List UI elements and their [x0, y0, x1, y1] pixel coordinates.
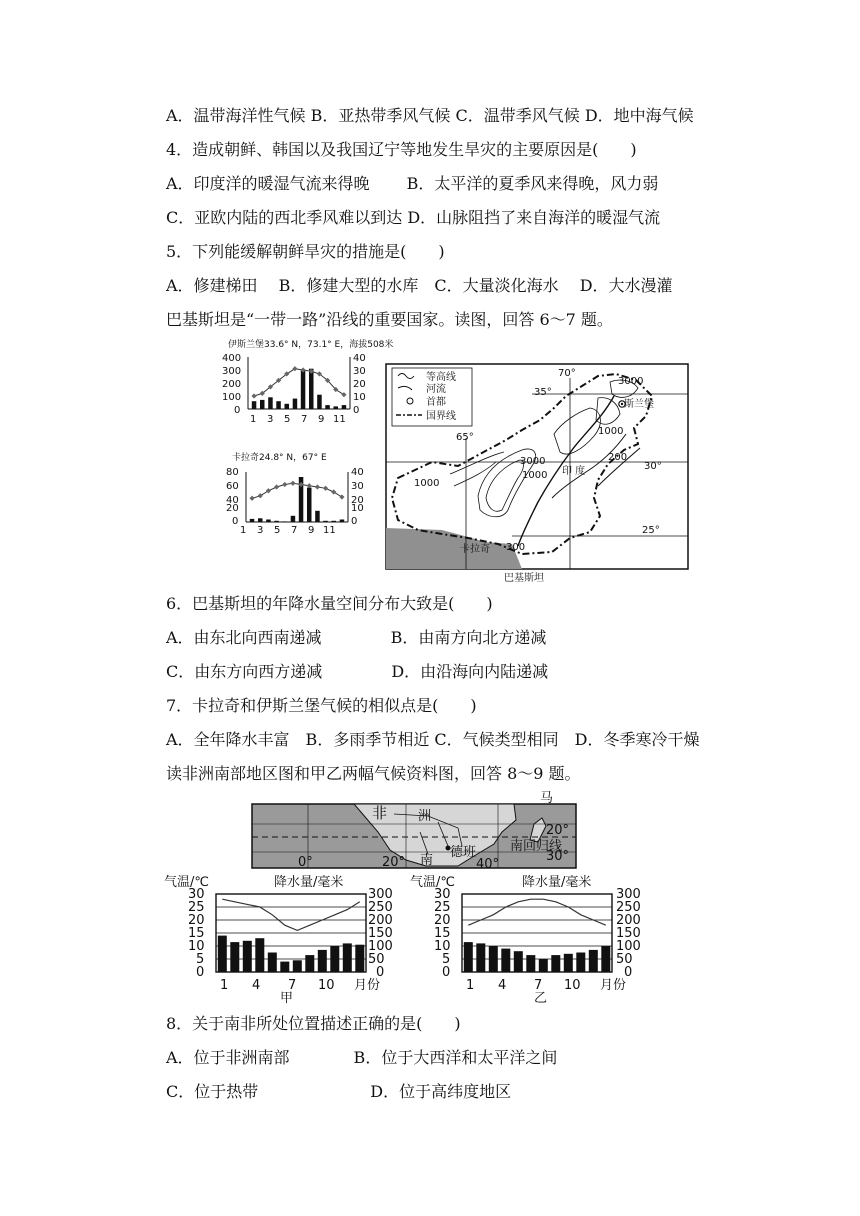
chart-b-month-tick: 月份	[600, 978, 627, 993]
q8-stem: 8．关于南非所处位置描述正确的是( )	[166, 1014, 461, 1033]
temp-point	[315, 484, 320, 489]
precip-bar	[342, 405, 347, 409]
precip-bar	[501, 949, 510, 972]
label-200: 200	[608, 452, 628, 463]
label-india: 印 度	[562, 466, 586, 477]
label-lon20: 20°	[382, 855, 406, 870]
isb-left-tick: 100	[222, 392, 242, 403]
label-70: 70°	[558, 368, 576, 379]
kar-left-tick: 20	[226, 503, 239, 514]
precip-bar	[305, 955, 314, 972]
isb-month-tick: 7	[301, 414, 308, 425]
label-1000-b: 1000	[522, 470, 548, 481]
precip-bar	[255, 938, 264, 972]
chart-b-temp-tick: 30	[434, 887, 451, 902]
isb-right-tick: 40	[353, 353, 366, 364]
chart-b-precip-label: 降水量/毫米	[522, 875, 592, 890]
temp-line	[254, 369, 344, 396]
temp-line	[222, 899, 359, 930]
chart-a-precip-label: 降水量/毫米	[274, 875, 344, 890]
kar-title: 卡拉奇24.8° N，67° E	[232, 453, 327, 463]
chart-b-precip-tick: 200	[616, 913, 641, 928]
q8-options-cd: C．位于热带 D．位于高纬度地区	[166, 1082, 512, 1101]
chart-a-temp-tick: 5	[196, 952, 205, 967]
precip-bar	[343, 943, 352, 972]
chart-b-precip-tick: 0	[624, 965, 633, 980]
isb-left-tick: 200	[222, 379, 242, 390]
precip-bar	[334, 406, 339, 409]
precip-bar	[309, 369, 314, 409]
isb-title: 伊斯兰堡33.6° N，73.1° E，海拔508米	[228, 340, 394, 350]
precip-bar	[285, 404, 290, 409]
kar-left-axis	[226, 467, 239, 527]
precip-bar	[551, 955, 560, 972]
label-tropic: 南回归线	[510, 839, 563, 854]
q5-options: A．修建梯田 B．修建大型的水库 C．大量淡化海水 D．大水漫灌	[166, 276, 673, 295]
africa-figure	[158, 788, 658, 1006]
precip-bar	[250, 519, 255, 522]
chart-b-temp-label: 气温/℃	[410, 875, 455, 890]
label-1000-a: 1000	[598, 426, 624, 437]
precip-bar	[576, 953, 585, 973]
chart-a-precip-tick: 50	[368, 952, 385, 967]
label-ma: 马	[540, 791, 554, 806]
chart-b-temp-line	[468, 899, 606, 925]
chart-b-temp-tick: 0	[442, 965, 451, 980]
kar-left-tick: 60	[226, 481, 239, 492]
label-zhou: 洲	[418, 809, 432, 824]
label-25: 25°	[642, 525, 660, 536]
chart-b-name: 乙	[534, 991, 548, 1006]
precip-bar	[514, 951, 523, 972]
chart-a-precip-axis	[368, 887, 393, 980]
isb-right-tick: 20	[353, 379, 366, 390]
precip-bar	[252, 401, 256, 409]
chart-b-month-tick: 1	[466, 978, 475, 993]
temp-point	[307, 483, 312, 488]
precip-bar	[266, 520, 271, 523]
q4-options-cd: C．亚欧内陆的西北季风难以到达 D．山脉阻挡了来自海洋的暖湿气流	[166, 208, 661, 227]
precip-bar	[230, 942, 239, 972]
isb-month-tick: 5	[284, 414, 291, 425]
chart-b-temp-tick: 10	[434, 939, 451, 954]
label-20: 20°	[546, 823, 570, 838]
capital-dot	[621, 403, 623, 405]
legend-contour: 等高线	[426, 372, 456, 383]
q5-stem: 5．下列能缓解朝鲜旱灾的措施是( )	[166, 242, 445, 261]
precip-bar	[307, 488, 312, 522]
isb-month-tick: 11	[333, 414, 346, 425]
label-islamabad: 斯兰堡	[624, 399, 654, 410]
kar-left-tick: 0	[232, 516, 239, 527]
precip-bar	[218, 936, 227, 972]
temp-line	[468, 899, 606, 925]
kar-month-tick: 7	[291, 525, 298, 536]
precip-bar	[301, 370, 306, 409]
temp-point	[274, 484, 279, 489]
isb-right-tick: 10	[353, 392, 366, 403]
chart-a-month-axis	[220, 978, 380, 993]
legend-border: 国界线	[426, 411, 456, 422]
q7-stem: 7．卡拉奇和伊斯兰堡气候的相似点是( )	[166, 696, 477, 715]
chart-a-precip-tick: 100	[368, 939, 393, 954]
temp-point	[249, 496, 254, 501]
precip-bar	[539, 959, 548, 972]
label-65: 65°	[456, 432, 474, 443]
temp-point	[341, 392, 346, 397]
precip-bar	[476, 943, 485, 972]
temp-point	[339, 494, 344, 499]
chart-b-precip-tick: 100	[616, 939, 641, 954]
chart-a-temp-tick: 25	[188, 900, 205, 915]
chart-b-temp-tick: 20	[434, 913, 451, 928]
chart-b-precip-tick: 300	[616, 887, 641, 902]
temp-line	[252, 483, 342, 498]
precip-bar	[293, 960, 302, 972]
precip-bar	[589, 950, 598, 972]
precip-bar	[315, 511, 320, 522]
chart-a-temp-tick: 0	[196, 965, 205, 980]
precip-bar	[332, 521, 337, 522]
label-3000-b: 3000	[520, 456, 546, 467]
chart-b-temp-tick: 5	[442, 952, 451, 967]
precip-bar	[268, 953, 277, 973]
precip-bar	[274, 521, 279, 522]
precip-bar	[564, 954, 573, 972]
label-300: 300	[506, 542, 526, 553]
chart-a-month-tick: 4	[252, 978, 261, 993]
precip-bar	[325, 405, 330, 409]
map-caption: 巴基斯坦	[504, 573, 544, 584]
chart-a-month-tick: 10	[318, 978, 335, 993]
legend-river: 河流	[426, 384, 446, 395]
label-karachi: 卡拉奇	[460, 544, 490, 555]
precip-bar	[280, 962, 289, 972]
label-3000-a: 3000	[618, 376, 644, 387]
isb-left-axis	[222, 353, 241, 416]
kar-month-tick: 3	[257, 525, 264, 536]
isb-right-tick: 30	[353, 366, 366, 377]
isb-month-tick: 9	[318, 414, 325, 425]
kar-right-axis	[351, 467, 364, 527]
chart-b-month-tick: 10	[564, 978, 581, 993]
isb-left-tick: 0	[234, 405, 241, 416]
chart-a-month-tick: 月份	[354, 978, 381, 993]
temp-point	[292, 366, 297, 371]
precip-bar	[355, 945, 364, 972]
legend-capital: 首都	[426, 397, 446, 408]
chart-b-precip-axis	[616, 887, 641, 980]
temp-point	[331, 489, 336, 494]
chart-b-temp-tick: 15	[434, 926, 451, 941]
chart-b-temp-axis	[434, 887, 451, 980]
chart-a-temp-tick: 20	[188, 913, 205, 928]
pakistan-intro: 巴基斯坦是“一带一路”沿线的重要国家。读图，回答 6～7 题。	[166, 310, 613, 329]
isb-left-tick: 400	[222, 353, 242, 364]
chart-a-month-tick: 7	[288, 978, 297, 993]
kar-month-tick: 5	[274, 525, 281, 536]
chart-a-temp-tick: 10	[188, 939, 205, 954]
precip-bar	[276, 401, 281, 409]
chart-b-precip-tick: 250	[616, 900, 641, 915]
kar-right-tick: 30	[351, 481, 364, 492]
kar-left-tick: 40	[226, 495, 239, 506]
precip-bar	[243, 941, 252, 972]
precip-bar	[291, 516, 296, 522]
q4-options-ab: A．印度洋的暖湿气流来得晚 B．太平洋的夏季风来得晚，风力弱	[166, 174, 659, 193]
chart-b-precip-tick: 50	[616, 952, 633, 967]
temp-point	[251, 393, 256, 398]
kar-temp-line	[249, 481, 344, 501]
precip-bar	[258, 518, 263, 522]
precip-bar	[526, 955, 535, 972]
temp-point	[282, 482, 287, 487]
chart-b-month-tick: 7	[534, 978, 543, 993]
label-30: 30°	[546, 849, 570, 864]
chart-a-precip-bars	[218, 936, 364, 972]
precip-bar	[489, 946, 498, 972]
isb-month-axis	[250, 414, 346, 425]
chart-b-month-tick: 4	[498, 978, 507, 993]
temp-point	[323, 486, 328, 491]
precip-bar	[268, 397, 273, 409]
chart-a-temp-label: 气温/℃	[164, 875, 209, 890]
chart-a-precip-tick: 150	[368, 926, 393, 941]
isb-right-axis	[353, 353, 366, 416]
label-0: 0°	[298, 855, 313, 870]
chart-a-precip-tick: 250	[368, 900, 393, 915]
precip-bar	[293, 399, 298, 409]
label-40: 40°	[476, 857, 500, 872]
kar-left-tick: 80	[226, 467, 239, 478]
temp-point	[258, 493, 263, 498]
precip-bar	[283, 521, 288, 522]
q7-options: A．全年降水丰富 B．多雨季节相近 C．气候类型相同 D．冬季寒冷干燥	[166, 730, 700, 749]
precip-bar	[260, 400, 265, 409]
chart-a-temp-tick: 15	[188, 926, 205, 941]
chart-a-temp-axis	[188, 887, 205, 980]
q8-options-ab: A．位于非洲南部 B．位于大西洋和太平洋之间	[166, 1048, 558, 1067]
label-35: 35°	[534, 387, 552, 398]
chart-a-precip-tick: 300	[368, 887, 393, 902]
southern-africa-map	[252, 791, 576, 872]
chart-b-temp-tick: 25	[434, 900, 451, 915]
precip-bar	[464, 942, 473, 972]
kar-right-tick: 20	[351, 495, 364, 506]
isb-left-tick: 300	[222, 366, 242, 377]
chart-a-temp-line	[222, 899, 359, 930]
chart-b-precip-tick: 150	[616, 926, 641, 941]
isb-precip-bars	[252, 369, 346, 409]
kar-month-tick: 11	[323, 525, 336, 536]
precip-bar	[317, 395, 322, 409]
precip-bar	[318, 950, 327, 972]
kar-right-tick: 0	[351, 516, 358, 527]
label-30: 30°	[644, 461, 662, 472]
chart-a-precip-tick: 0	[376, 965, 385, 980]
q3-options: A．温带海洋性气候 B．亚热带季风气候 C．温带季风气候 D．地中海气候	[166, 106, 694, 125]
label-nan: 南	[420, 853, 434, 868]
precip-bar	[340, 520, 345, 523]
q6-options-ab: A．由东北向西南递减 B．由南方向北方递减	[166, 628, 547, 647]
legend-capital-symbol	[407, 398, 413, 404]
q6-stem: 6．巴基斯坦的年降水量空间分布大致是( )	[166, 594, 493, 613]
q4-stem: 4．造成朝鲜、韩国以及我国辽宁等地发生旱灾的主要原因是( )	[166, 140, 637, 159]
kar-month-tick: 9	[308, 525, 315, 536]
q6-options-cd: C．由东方向西方递减 D．由沿海向内陆递减	[166, 662, 549, 681]
chart-a-precip-tick: 200	[368, 913, 393, 928]
label-fei: 非	[372, 804, 388, 822]
temp-point	[290, 481, 295, 486]
kar-right-tick: 40	[351, 467, 364, 478]
africa-intro: 读非洲南部地区图和甲乙两幅气候资料图，回答 8～9 题。	[166, 764, 581, 783]
isb-month-tick: 3	[267, 414, 274, 425]
precip-bar	[330, 946, 339, 972]
chart-a-name: 甲	[280, 991, 294, 1006]
kar-month-axis	[240, 525, 336, 536]
chart-a-temp-tick: 30	[188, 887, 205, 902]
precip-bar	[323, 521, 328, 522]
pakistan-figure	[222, 338, 694, 584]
pakistan-map	[386, 364, 688, 569]
chart-b-precip-bars	[464, 942, 611, 972]
chart-a-month-tick: 1	[220, 978, 229, 993]
kar-month-tick: 1	[240, 525, 247, 536]
isb-right-tick: 0	[353, 405, 360, 416]
isb-month-tick: 1	[250, 414, 257, 425]
kar-right-tick: 10	[351, 503, 364, 514]
isb-temp-line	[251, 366, 346, 399]
precip-bar	[601, 946, 610, 972]
temp-point	[266, 488, 271, 493]
label-1000-c: 1000	[414, 478, 440, 489]
label-debin: 德班	[450, 845, 477, 860]
